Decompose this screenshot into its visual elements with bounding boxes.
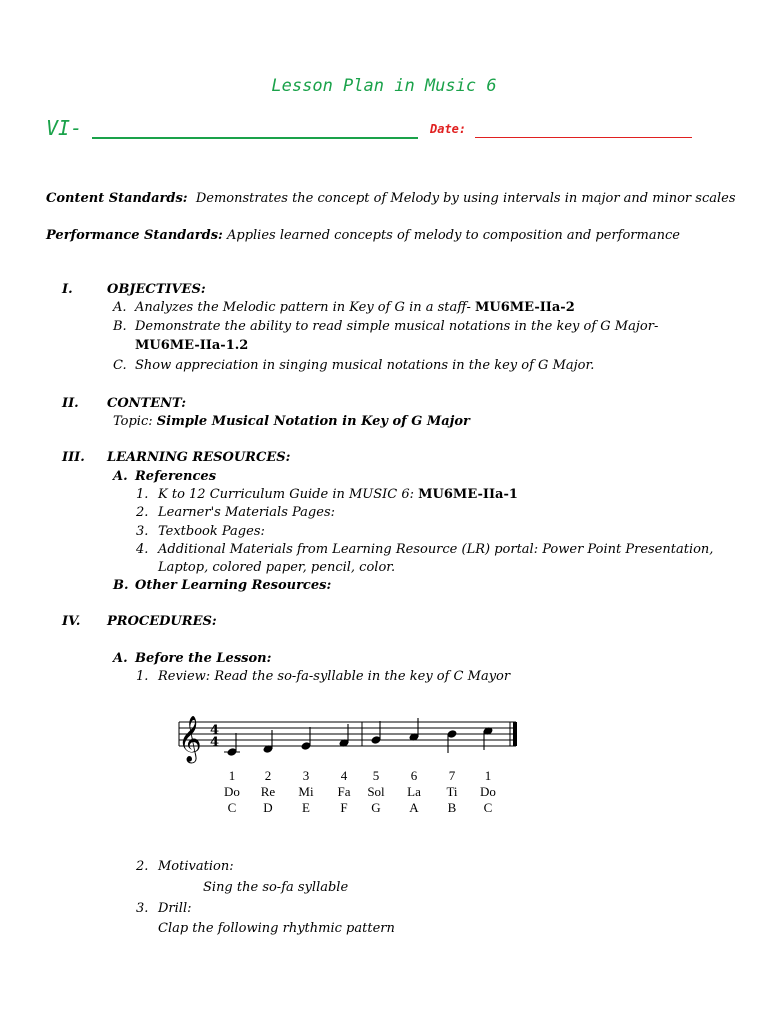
topic-text: Simple Musical Notation in Key of G Major: [156, 414, 470, 429]
scale-number-label: 7: [448, 768, 456, 783]
objective-a: [135, 300, 575, 315]
objective-c-letter: C.: [113, 358, 127, 373]
other-resources-letter: B.: [113, 578, 129, 593]
section-label: VI-: [46, 116, 83, 140]
resources-heading: LEARNING RESOURCES:: [107, 450, 291, 465]
scale-letter-label: F: [340, 800, 348, 815]
scale-letter-label: C: [483, 800, 493, 815]
step-2-text: Motivation:: [158, 859, 234, 874]
content-standards: [46, 191, 736, 206]
step-3-sub: Clap the following rhythmic pattern: [158, 921, 395, 936]
note-ti: [447, 729, 458, 753]
treble-clef-icon: 𝄞: [178, 716, 202, 762]
content-standards-text: Demonstrates the concept of Melody by using intervals in major and minor scales: [195, 191, 736, 206]
ref-1-num: 1.: [136, 487, 149, 502]
scale-syllable-label: Sol: [367, 784, 385, 799]
content-topic: [113, 414, 470, 429]
ref-1-code: MU6ME-IIa-1: [418, 487, 518, 502]
step-3-text: Drill:: [158, 901, 192, 916]
references-heading: References: [135, 469, 217, 484]
scale-letter-label: A: [409, 800, 419, 815]
content-standards-label: Content Standards:: [46, 191, 188, 206]
page-title: Lesson Plan in Music 6: [271, 76, 497, 96]
performance-standards-label: Performance Standards:: [46, 228, 223, 243]
date-label: Date:: [430, 122, 467, 136]
scale-syllable-label: Re: [260, 784, 276, 799]
scale-syllable-label: La: [407, 784, 421, 799]
note-do: [224, 733, 240, 757]
procedures-num: IV.: [62, 614, 81, 629]
scale-letter-label: C: [227, 800, 237, 815]
objective-a-letter: A.: [113, 300, 127, 315]
scale-number-label: 6: [410, 768, 418, 783]
objective-b-text: Demonstrate the ability to read simple musical notations in the key of G Major-: [135, 319, 659, 334]
step-1-num: 1.: [136, 669, 149, 684]
scale-number-label: 2: [264, 768, 272, 783]
time-signature-bottom: 4: [210, 735, 220, 750]
date-blank-line[interactable]: [475, 137, 692, 138]
ref-3-num: 3.: [136, 524, 149, 539]
objectives-heading: OBJECTIVES:: [107, 282, 206, 297]
scale-syllable-label: Do: [224, 784, 240, 799]
section-blank-line[interactable]: [92, 137, 418, 139]
step-2-num: 2.: [136, 859, 149, 874]
before-lesson-letter: A.: [113, 651, 128, 666]
time-signature-top: 4: [210, 723, 220, 738]
procedures-heading: PROCEDURES:: [107, 614, 217, 629]
scale-syllable-label: Ti: [446, 784, 458, 799]
note-sol: [371, 721, 382, 745]
ref-2-text: Learner's Materials Pages:: [158, 505, 335, 520]
performance-standards: [46, 228, 680, 243]
step-1-text: Review: Read the so-fa-syllable in the key of C Mayor: [158, 669, 511, 684]
scale-syllable-label: Mi: [298, 784, 314, 799]
scale-number-label: 4: [340, 768, 348, 783]
scale-number-label: 3: [302, 768, 310, 783]
note-mi: [301, 727, 312, 751]
ref-3-text: Textbook Pages:: [158, 524, 265, 539]
objective-b-code: MU6ME-IIa-1.2: [135, 338, 249, 353]
ref-4-text-cont: Laptop, colored paper, pencil, color.: [158, 560, 396, 575]
objective-a-code: MU6ME-IIa-2: [475, 300, 575, 315]
scale-letter-label: G: [371, 800, 381, 815]
scale-letter-label: D: [263, 800, 273, 815]
objective-b-letter: B.: [113, 319, 127, 334]
scale-number-label: 1: [484, 768, 492, 783]
ref-1-text: K to 12 Curriculum Guide in MUSIC 6:: [158, 487, 415, 502]
references-letter: A.: [113, 469, 128, 484]
objective-a-text: Analyzes the Melodic pattern in Key of G in a staff-: [135, 300, 471, 315]
other-resources-heading: Other Learning Resources:: [135, 578, 332, 593]
c-major-scale-staff: [176, 708, 522, 820]
scale-letter-label: B: [447, 800, 457, 815]
content-heading: CONTENT:: [107, 396, 187, 411]
scale-number-label: 1: [228, 768, 236, 783]
ref-1: [158, 487, 518, 502]
content-num: II.: [62, 396, 79, 411]
ref-2-num: 2.: [136, 505, 149, 520]
step-2-sub: Sing the so-fa syllable: [203, 880, 349, 895]
ref-4-text: Additional Materials from Learning Resource (LR) portal: Power Point Presentation,: [158, 542, 714, 557]
scale-syllable-label: Fa: [337, 784, 351, 799]
resources-num: III.: [62, 450, 85, 465]
scale-syllable-label: Do: [480, 784, 496, 799]
ref-4-num: 4.: [136, 542, 149, 557]
step-3-num: 3.: [136, 901, 149, 916]
objectives-num: I.: [62, 282, 73, 297]
before-lesson-heading: Before the Lesson:: [135, 651, 272, 666]
scale-number-label: 5: [372, 768, 380, 783]
performance-standards-text: Applies learned concepts of melody to composition and performance: [226, 228, 680, 243]
scale-letter-label: E: [302, 800, 310, 815]
objective-c-text: Show appreciation in singing musical notations in the key of G Major.: [135, 358, 595, 373]
topic-label: Topic:: [113, 414, 153, 429]
